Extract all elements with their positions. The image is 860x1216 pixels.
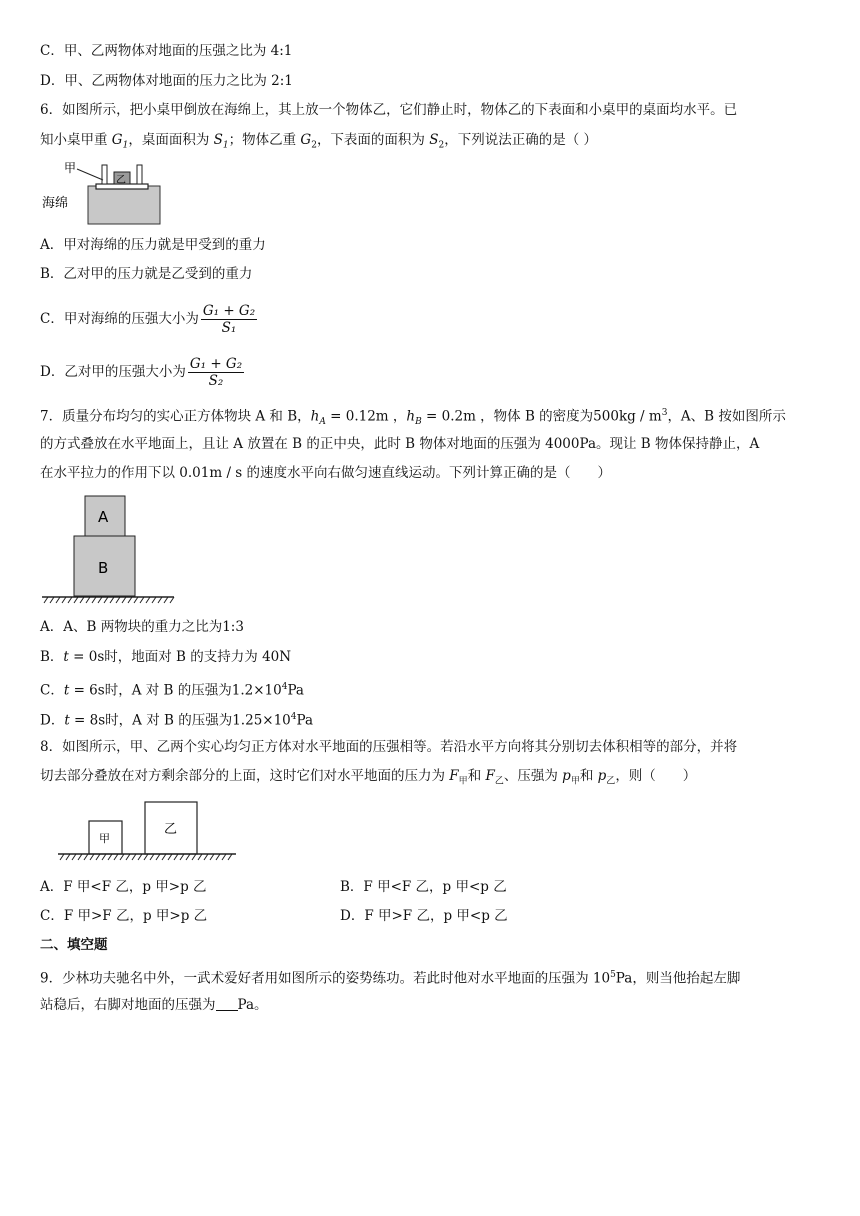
q5-option-c: C．甲、乙两物体对地面的压强之比为 4:1 — [40, 43, 293, 59]
q8-figure-two-cubes — [56, 798, 240, 862]
q7-option-a: A．A、B 两物块的重力之比为1:3 — [40, 619, 244, 635]
q6-figure-sponge-table — [40, 160, 170, 230]
q9-stem-line1: 9．少林功夫驰名中外，一武术爱好者用如图所示的姿势练功。若此时他对水平地面的压强为 $10^5Pa$，则当他抬起左脚 — [40, 970, 741, 987]
answer-blank[interactable] — [216, 996, 238, 1011]
ground-hatch — [44, 597, 174, 603]
label-sponge: 海绵 — [42, 196, 69, 211]
table-leg-right — [137, 165, 142, 184]
q5-option-d: D．甲、乙两物体对地面的压力之比为 2:1 — [40, 73, 293, 89]
q7-option-b: B．t = 0s时，地面对 B 的支持力为 40N — [40, 649, 292, 665]
ground-hatch — [60, 854, 232, 860]
sponge-block — [88, 186, 160, 224]
q7-stem-line2: 的方式叠放在水平地面上，且让 A 放置在 B 的正中央，此时 B 物体对地面的压强为 4000Pa。现让 B 物体保持静止，A — [40, 436, 760, 452]
q7-stem-line1: 7．质量分布均匀的实心正方体物块 A 和 B，$h_A = 0.12m$ ，$h_B = 0.2m$ ，物体 B 的密度为$500kg / m^3$，A、B 按如图所示 — [40, 408, 786, 428]
label-yi: 乙 — [116, 175, 126, 186]
q7-figure-stacked-blocks — [40, 493, 180, 605]
q7-option-d: D．t = 8s时，A 对 B 的压强为$1.25\times 10^4Pa$ — [40, 712, 314, 729]
label-a: A — [98, 508, 109, 526]
q8-option-d: D．F 甲>F 乙，p 甲<p 乙 — [340, 908, 508, 924]
label-yi: 乙 — [164, 822, 178, 837]
q6-option-b: B．乙对甲的压力就是乙受到的重力 — [40, 266, 253, 282]
q6-stem-line1: 6．如图所示，把小桌甲倒放在海绵上，其上放一个物体乙，它们静止时，物体乙的下表面和小桌甲的桌面均水平。已 — [40, 102, 738, 118]
q6-option-a: A．甲对海绵的压力就是甲受到的重力 — [40, 237, 266, 253]
q7-option-c: C．t = 6s时，A 对 B 的压强为$1.2\times 10^4Pa$ — [40, 682, 304, 699]
q8-option-a: A．F 甲<F 乙，p 甲>p 乙 — [40, 879, 207, 895]
label-b: B — [98, 559, 109, 577]
q7-stem-line3: 在水平拉力的作用下以 0.01m / s 的速度水平向右做匀速直线运动。下列计算正确的是（ ） — [40, 465, 612, 481]
q8-option-b: B．F 甲<F 乙，p 甲<p 乙 — [340, 879, 507, 895]
section-title: 二、填空题 — [40, 937, 108, 953]
label-jia: 甲 — [64, 161, 77, 175]
label-jia: 甲 — [99, 832, 110, 845]
q8-stem-line2: 切去部分叠放在对方剩余部分的上面，这时它们对水平地面的压力为 $F_甲$和 $F_乙$、压强为 $p_甲$和 $p_乙$，则（ ） — [40, 768, 697, 787]
q8-option-c: C．F 甲>F 乙，p 甲>p 乙 — [40, 908, 208, 924]
table-leg-left — [102, 165, 107, 184]
q6-option-c: C．甲对海绵的压强大小为 $\frac{\text{G₁ + G₂}}{\text{S₁}}$ — [40, 303, 256, 336]
q6-option-d: D．乙对甲的压强大小为 $\frac{\text{G₁ + G₂}}{\text{S₂}}$ — [40, 356, 243, 389]
q6-stem-line2: 知小桌甲重 $G_1$，桌面面积为 $S_1$；物体乙重 $G_2$，下表面的面积为 $S_2$，下列说法正确的是（ ） — [40, 132, 598, 151]
q9-stem-line2: 站稳后，右脚对地面的压强为 Pa。 — [40, 997, 268, 1013]
q8-stem-line1: 8．如图所示，甲、乙两个实心均匀正方体对水平地面的压强相等。若沿水平方向将其分别切去体积相等的部分，并将 — [40, 739, 738, 755]
